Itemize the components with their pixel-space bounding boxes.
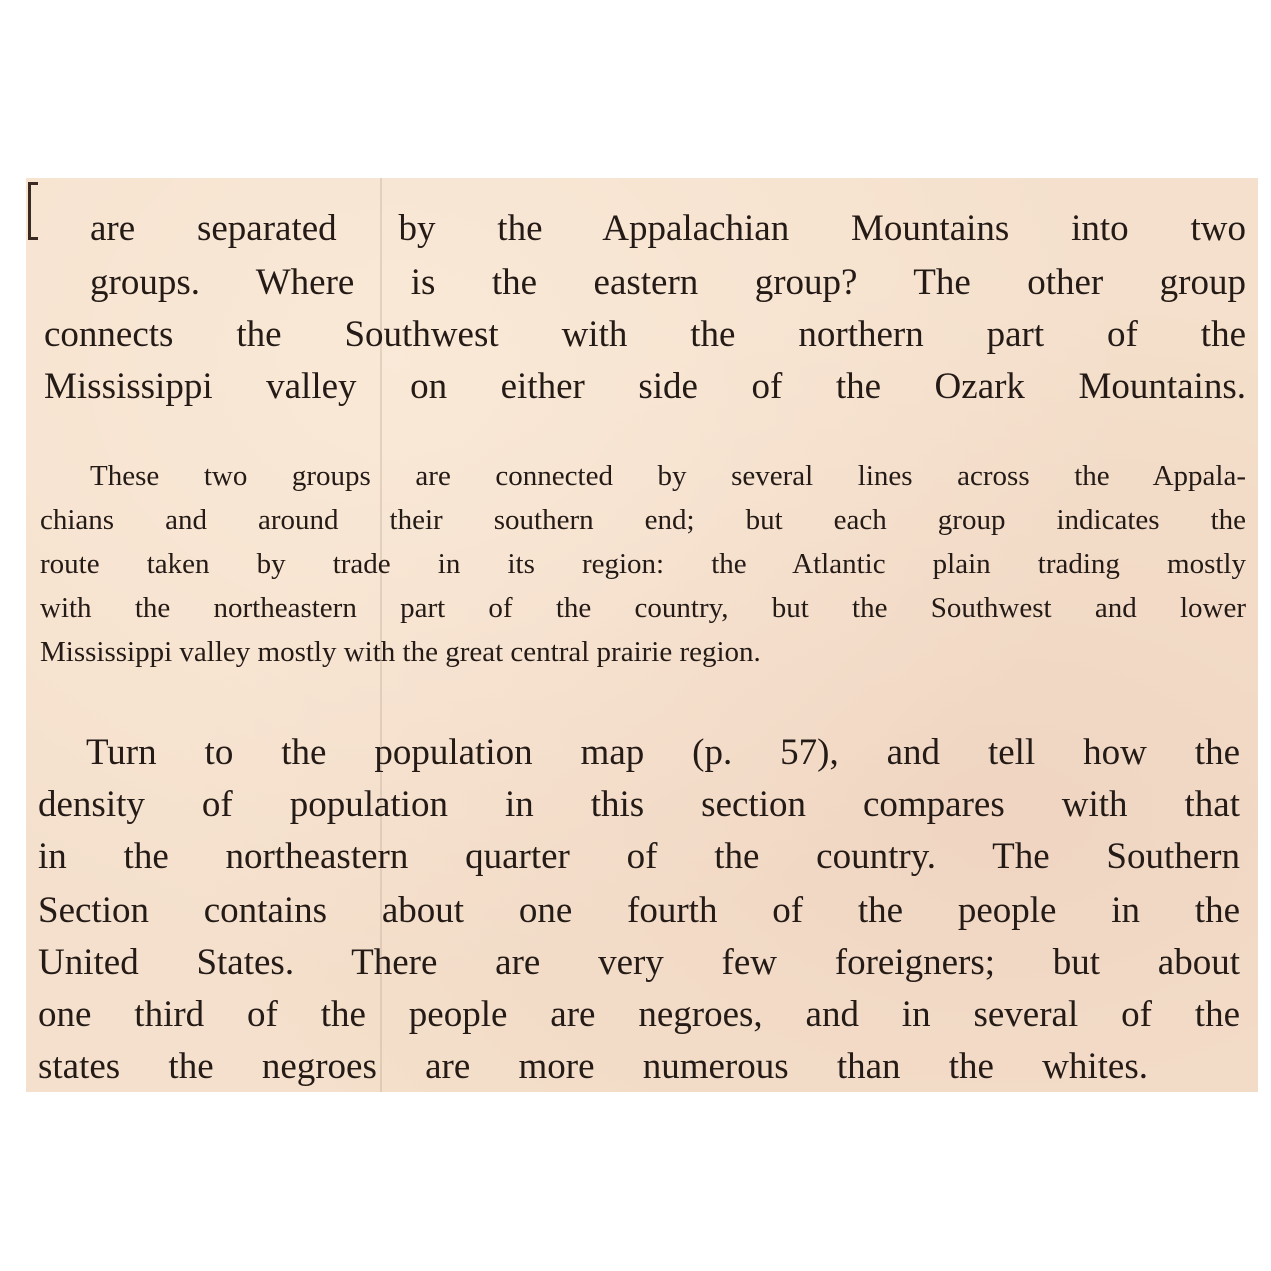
paragraph-3-line: Section contains about one fourth of the people in the: [38, 890, 1240, 931]
paragraph-2-line: with the northeastern part of the country, but the Southwest and lower: [40, 592, 1246, 624]
paragraph-2-line: These two groups are connected by several lines across the Appala-: [90, 460, 1246, 492]
paragraph-1-line: Mississippi valley on either side of the Ozark Mountains.: [44, 366, 1246, 407]
paragraph-3-line: density of population in this section compares with that: [38, 784, 1240, 825]
paragraph-3-line: one third of the people are negroes, and in several of the: [38, 994, 1240, 1035]
newspaper-clipping: [26, 178, 1258, 1092]
bracket-mark: [28, 182, 38, 240]
paragraph-1-line: connects the Southwest with the northern part of the: [44, 314, 1246, 355]
paragraph-3-line: Turn to the population map (p. 57), and tell how the: [86, 732, 1240, 773]
paragraph-2-line: Mississippi valley mostly with the great central prairie region.: [40, 636, 761, 668]
paragraph-2-line: route taken by trade in its region: the Atlantic plain trading mostly: [40, 548, 1246, 580]
paragraph-1-line: groups. Where is the eastern group? The other group: [90, 262, 1246, 303]
paragraph-3-line: in the northeastern quarter of the country. The Southern: [38, 836, 1240, 877]
paragraph-3-line: United States. There are very few foreigners; but about: [38, 942, 1240, 983]
paragraph-3-line: states the negroes are more numerous than the whites.: [38, 1046, 1148, 1087]
paragraph-1-line: are separated by the Appalachian Mountains into two: [90, 208, 1246, 249]
paragraph-2-line: chians and around their southern end; but each group indicates the: [40, 504, 1246, 536]
